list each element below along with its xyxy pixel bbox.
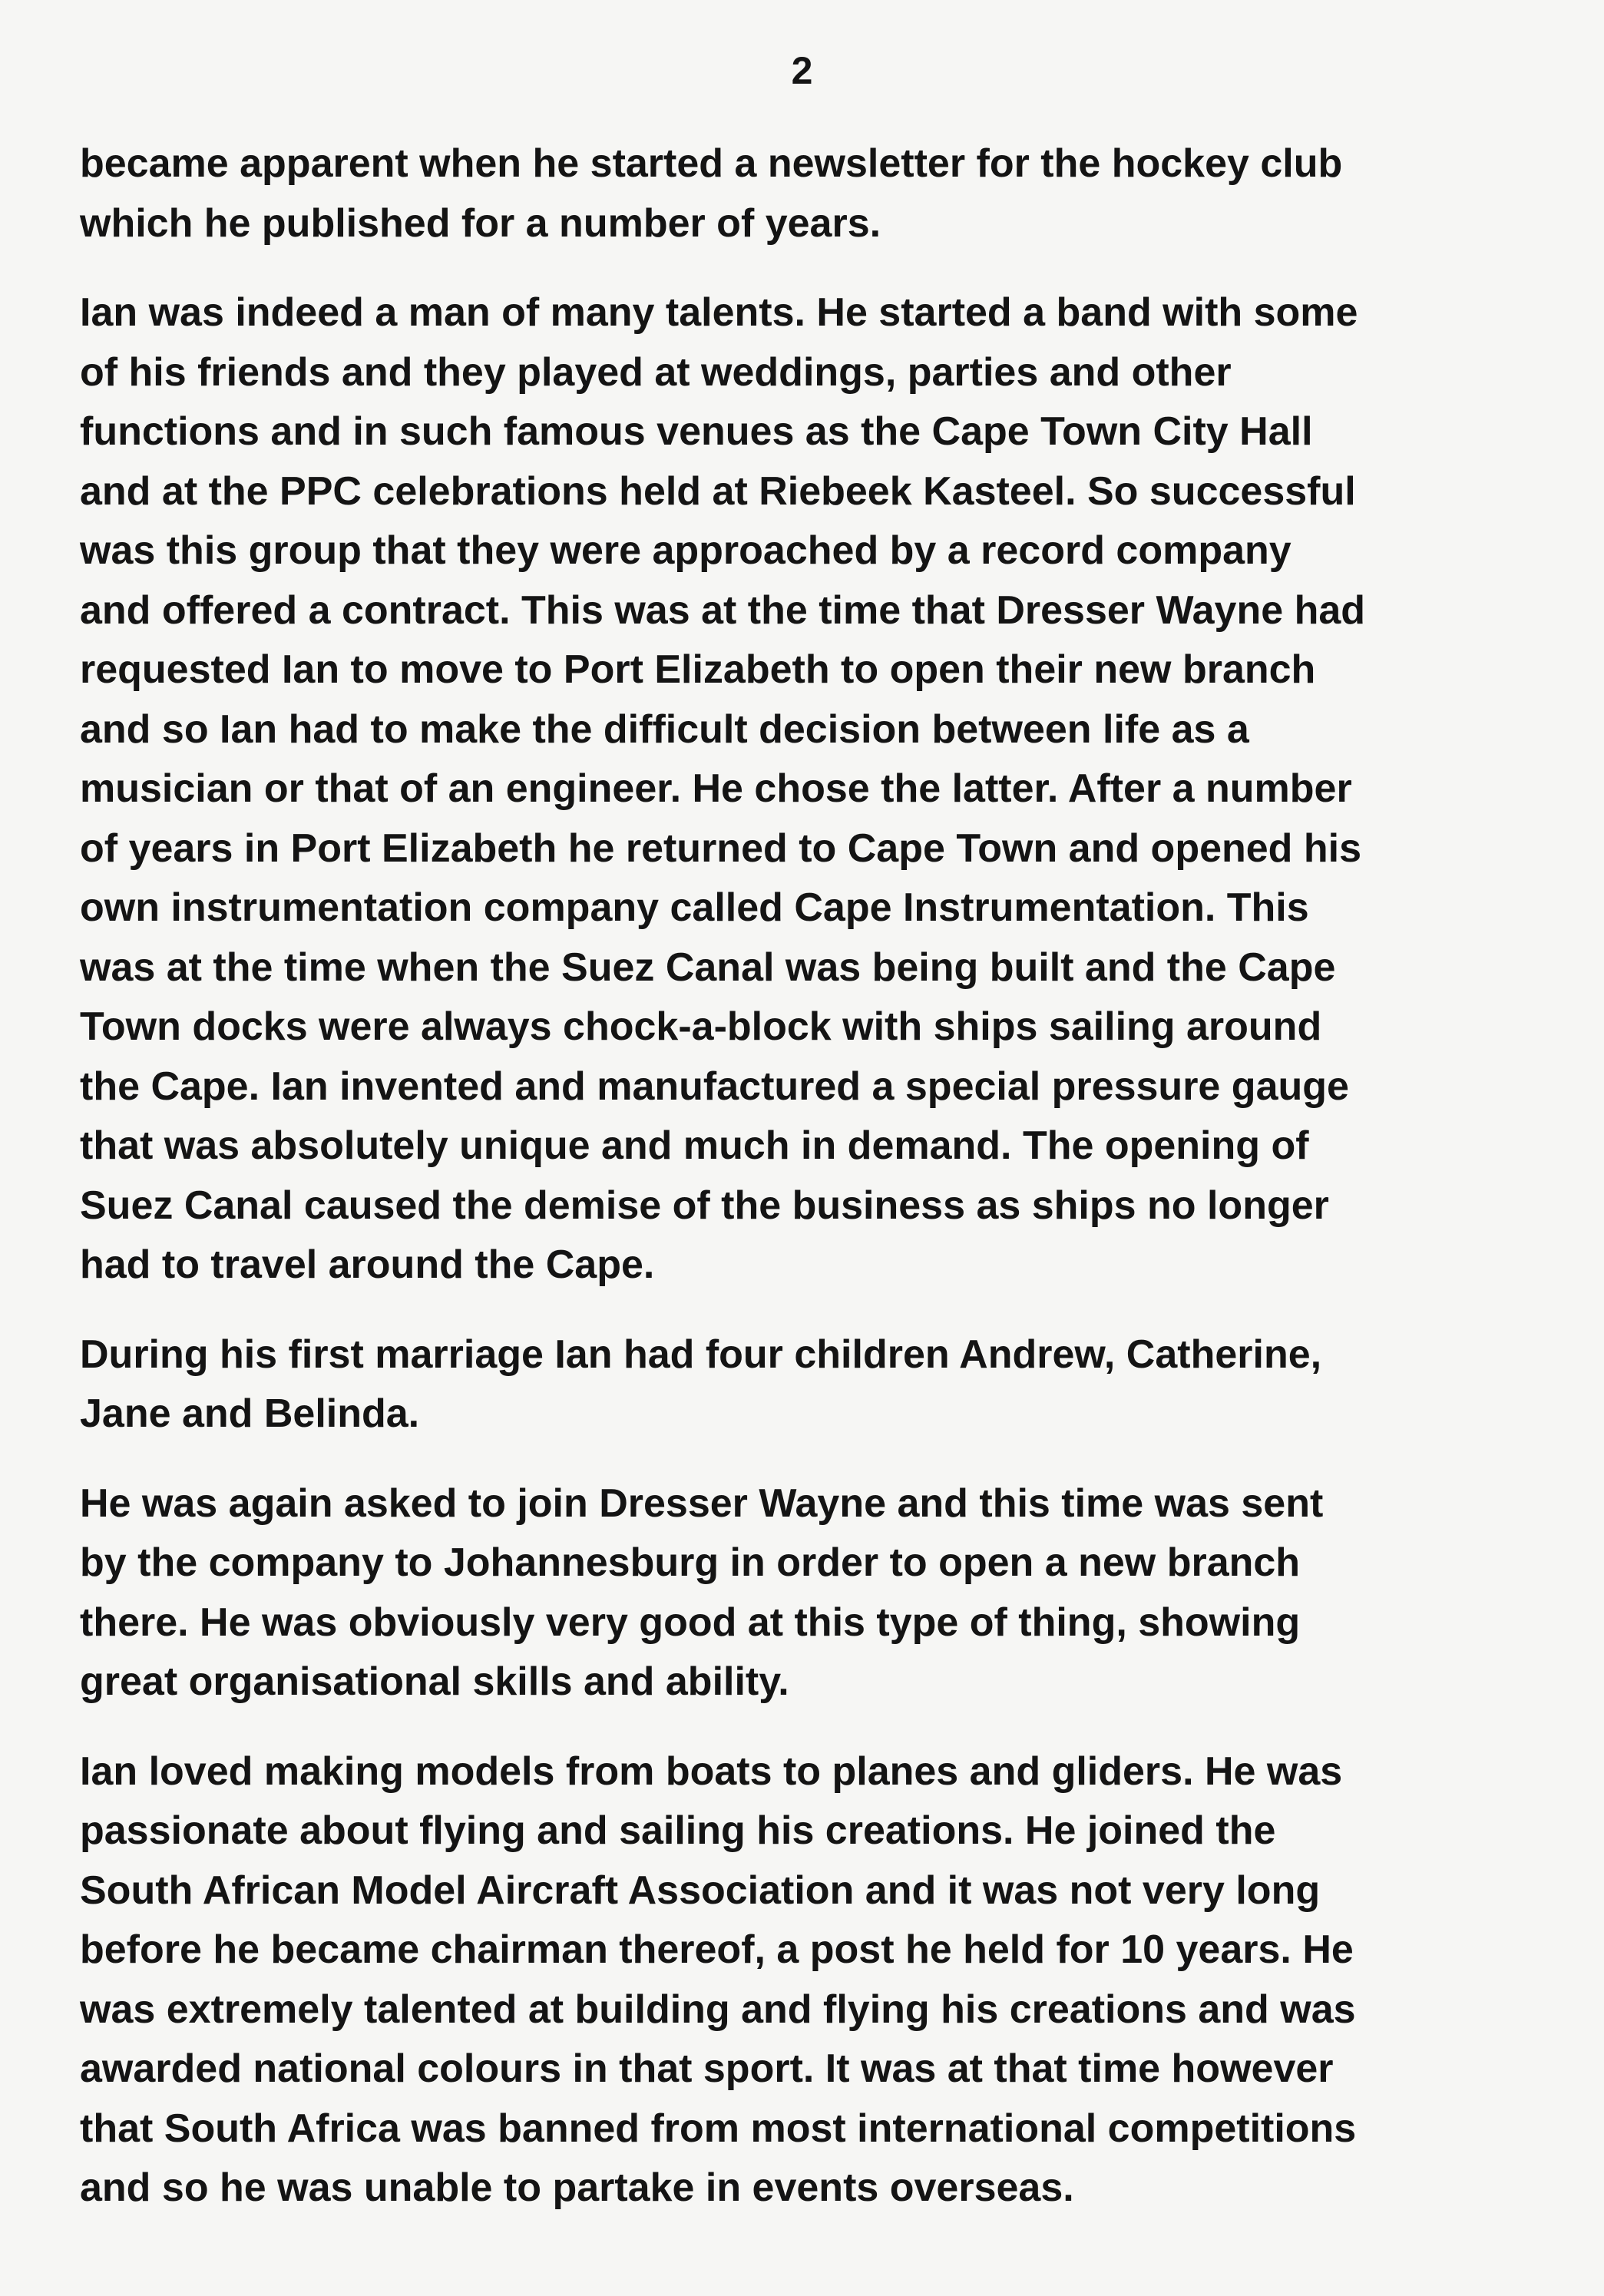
- text-line: passionate about flying and sailing his creations. He joined the: [80, 1808, 1276, 1853]
- text-line: which he published for a number of years.: [80, 200, 881, 246]
- text-line: own instrumentation company called Cape Instrumentation. This: [80, 885, 1309, 930]
- text-line: During his first marriage Ian had four children Andrew, Catherine,: [80, 1332, 1322, 1377]
- text-line: that South Africa was banned from most international competitions: [80, 2106, 1357, 2151]
- text-line: great organisational skills and ability.: [80, 1659, 789, 1704]
- paragraph: [80, 134, 1539, 253]
- text-line: became apparent when he started a newsletter for the hockey club: [80, 141, 1343, 186]
- text-line: was at the time when the Suez Canal was being built and the Cape: [80, 945, 1336, 990]
- text-line: Ian was indeed a man of many talents. He started a band with some: [80, 290, 1358, 335]
- text-line: musician or that of an engineer. He chose the latter. After a number: [80, 766, 1352, 811]
- paragraph: [80, 1742, 1539, 2218]
- text-line: South African Model Aircraft Association and it was not very long: [80, 1868, 1321, 1913]
- text-line: requested Ian to move to Port Elizabeth to open their new branch: [80, 647, 1316, 692]
- text-line: that was absolutely unique and much in demand. The opening of: [80, 1123, 1309, 1168]
- text-line: and at the PPC celebrations held at Riebeek Kasteel. So successful: [80, 468, 1356, 514]
- text-line: Suez Canal caused the demise of the business as ships no longer: [80, 1183, 1329, 1228]
- text-line: before he became chairman thereof, a post he held for 10 years. He: [80, 1927, 1354, 1972]
- text-line: and so Ian had to make the difficult decision between life as a: [80, 706, 1249, 752]
- paragraph: [80, 1474, 1539, 1712]
- text-line: had to travel around the Cape.: [80, 1242, 655, 1287]
- text-line: functions and in such famous venues as the Cape Town City Hall: [80, 409, 1313, 454]
- text-line: He was again asked to join Dresser Wayne and this time was sent: [80, 1480, 1324, 1526]
- paragraph: [80, 1325, 1539, 1444]
- text-line: awarded national colours in that sport. It was at that time however: [80, 2046, 1334, 2091]
- text-line: was extremely talented at building and flying his creations and was: [80, 1987, 1356, 2032]
- text-line: was this group that they were approached by a record company: [80, 528, 1291, 573]
- text-line: there. He was obviously very good at this type of thing, showing: [80, 1600, 1301, 1645]
- paragraph: [80, 283, 1539, 1295]
- body-text: [80, 134, 1539, 2248]
- text-line: of his friends and they played at weddings, parties and other: [80, 349, 1232, 395]
- text-line: Jane and Belinda.: [80, 1391, 420, 1436]
- text-line: and so he was unable to partake in events overseas.: [80, 2165, 1074, 2210]
- text-line: Ian loved making models from boats to planes and gliders. He was: [80, 1748, 1343, 1794]
- text-line: the Cape. Ian invented and manufactured a special pressure gauge: [80, 1064, 1349, 1109]
- text-line: by the company to Johannesburg in order to open a new branch: [80, 1540, 1301, 1585]
- text-line: Town docks were always chock-a-block with ships sailing around: [80, 1004, 1322, 1049]
- page-number: 2: [791, 49, 813, 92]
- text-line: and offered a contract. This was at the time that Dresser Wayne had: [80, 587, 1366, 633]
- text-line: of years in Port Elizabeth he returned to Cape Town and opened his: [80, 825, 1362, 871]
